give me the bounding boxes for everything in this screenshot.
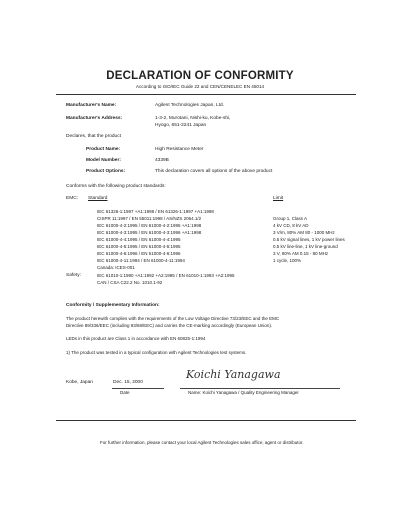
emc-standard-row: IEC 61000-4-2:1995 / EN 61000-4-2:1995 +A1:1998 (97, 223, 202, 228)
emc-standard-row: IEC 61000-4-4:1995 / EN 61000-4-4:1995 (97, 237, 181, 242)
emc-standard-row: IEC 61000-4-11:1994 / EN 61000-4-11:1994 (97, 258, 185, 263)
product-options-label: Product Options: (86, 169, 126, 174)
product-name-label: Product Name: (86, 147, 121, 152)
emc-limit-row: 4 kV CD, 8 kV AD (273, 223, 309, 228)
conforms-text: Conforms with the following product standards: (66, 184, 166, 189)
safety-label: Safety: (66, 273, 81, 278)
conformity-heading: Conformity / Supplementary Information: (66, 303, 160, 308)
emc-limit-row: 3 V/m, 80% AM 80 - 1000 MHz (273, 230, 335, 235)
model-number-label: Model Number: (86, 158, 121, 163)
declares-text: Declares, that the product (66, 134, 121, 139)
emc-label: EMC: (66, 196, 78, 201)
emc-limit-row: 1 cycle, 100% (273, 258, 302, 263)
document-title: DECLARATION OF CONFORMITY (106, 70, 294, 82)
safety-standard-line2: CAN / CSA C22.2 No. 1010.1-92 (97, 280, 163, 285)
date-caption: Date (120, 390, 130, 395)
manufacturer-address-line2: Hyogo, 651-2241 Japan (155, 123, 207, 128)
conformity-paragraph-line2: Directive 89/336/EEC (including 93/68/EEC) and carries the CE-marking accordingly (European Union). (66, 323, 273, 328)
emc-limit-row: 0.5 kV signal lines, 1 kV power lines (273, 237, 345, 242)
emc-limit-row: Group 1, Class A (273, 216, 308, 221)
signature-date: Dec. 15, 2000 (113, 380, 143, 385)
emc-standard-row: IEC 61000-4-6:1996 / EN 61000-4-6:1996 (97, 251, 181, 256)
signature-underline (180, 388, 340, 389)
emc-limit-row: 3 V, 80% AM 0.15 - 80 MHz (273, 251, 329, 256)
handwritten-signature: Koichi Yanagawa (186, 368, 281, 381)
emc-standard-row: IEC 61000-4-5:1995 / EN 61000-4-5:1995 (97, 244, 181, 249)
manufacturer-name-label: Manufacturer's Name: (66, 103, 117, 108)
emc-standard-header: Standard (88, 196, 108, 201)
manufacturer-address-line1: 1-3-2, Murotani, Nishi-ku, Kobe-shi, (155, 116, 231, 121)
emc-standard-row: IEC 61326-1:1997 +A1:1998 / EN 61326-1:1997 +A1:1998 (97, 209, 214, 214)
emc-standard-row: IEC 61000-4-3:1995 / EN 61000-4-3:1996 +A1:1998 (97, 230, 202, 235)
manufacturer-name-value: Agilent Technologies Japan, Ltd. (155, 103, 224, 108)
conformity-paragraph-line1: The product herewith complies with the requirements of the Low Voltage Directive 73/23/EEC and the EMC (66, 316, 280, 321)
signature-place: Kobe, Japan (66, 380, 93, 385)
title-divider (56, 94, 356, 95)
safety-standard-line1: IEC 61010-1:1990 +A1:1992 +A2:1995 / EN 61010-1:1993 +A2:1995 (97, 273, 235, 278)
product-name-value: High Resistance Meter (155, 147, 204, 152)
test-configuration-note: 1) The product was tested in a typical configuration with Agilent Technologies test systems. (66, 350, 247, 355)
emc-standard-row: Canada: ICES-001 (97, 265, 135, 270)
product-options-value: This declaration covers all options of the above product (155, 169, 273, 174)
emc-limit-header: Limit (273, 196, 284, 201)
emc-standard-row: CISPR 11:1997 / EN 55011:1998 / AS/NZS 2064.1/2 (97, 216, 202, 221)
footer-contact-text: For further information, please contact your local Agilent Technologies sales office, agent or distributor. (100, 440, 304, 445)
document-subtitle: According to ISO/IEC Guide 22 and CEN/CENELEC EN 45014 (135, 84, 265, 89)
date-underline (112, 388, 164, 389)
model-number-value: 4339B (155, 158, 169, 163)
footer-divider (56, 420, 356, 421)
signer-caption: Name: Koichi Yanagawa / Quality Engineering Manager (188, 390, 299, 395)
manufacturer-address-label: Manufacturer's Address: (66, 116, 123, 121)
led-class-text: LEDs in this product are Class 1 in accordance with EN 60825-1:1994 (66, 336, 206, 341)
emc-limit-row: 0.5 kV line-line, 1 kV line-ground (273, 244, 338, 249)
